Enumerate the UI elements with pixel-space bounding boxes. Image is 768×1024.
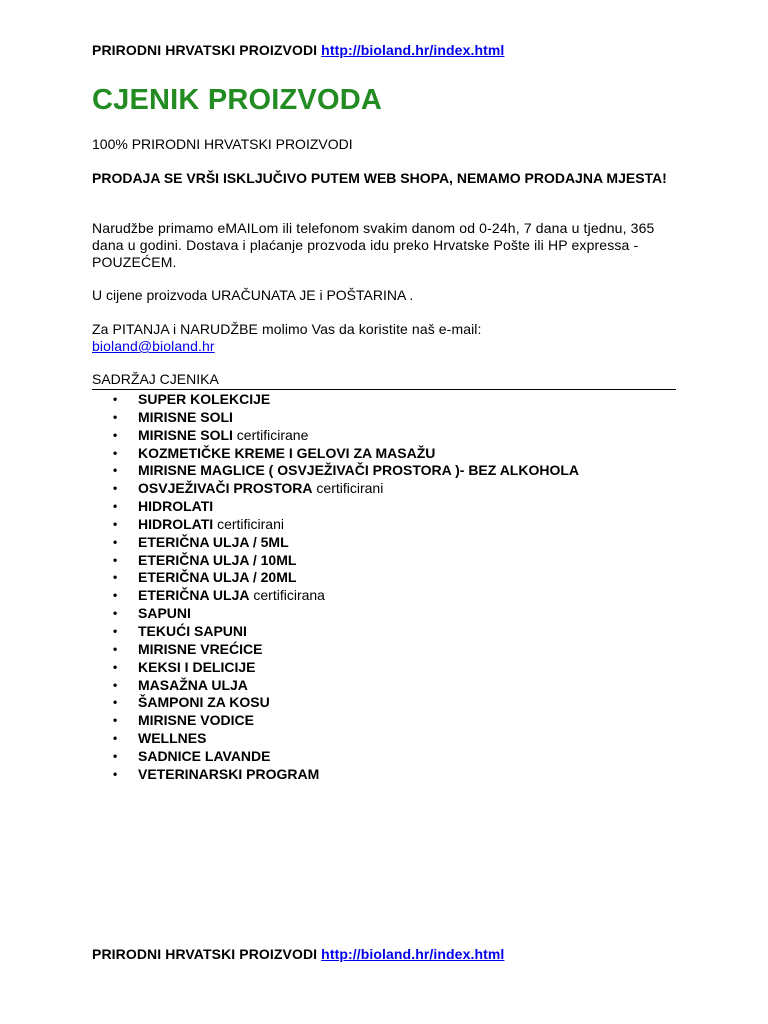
- list-item: [92, 480, 672, 498]
- page-footer: [92, 946, 504, 962]
- list-item-qualifier: certificirani: [312, 480, 384, 497]
- list-item-label: SUPER KOLEKCIJE: [138, 391, 271, 407]
- list-item-label: WELLNES: [138, 730, 207, 747]
- list-item: [92, 391, 672, 409]
- list-item: [92, 641, 672, 659]
- bullet-icon: •: [113, 534, 118, 549]
- bullet-icon: •: [113, 623, 118, 638]
- bullet-icon: •: [113, 445, 118, 460]
- list-item: [92, 462, 672, 480]
- header-link[interactable]: http://bioland.hr/index.html: [321, 42, 505, 58]
- footer-link[interactable]: http://bioland.hr/index.html: [321, 946, 505, 962]
- page-header: [92, 42, 504, 58]
- list-item-label: OSVJEŽIVAČI PROSTORA: [138, 480, 313, 497]
- list-item: [92, 534, 672, 552]
- shop-notice: PRODAJA SE VRŠI ISKLJUČIVO PUTEM WEB SHOPA, NEMAMO PRODAJNA MJESTA!: [92, 170, 667, 186]
- list-item-label: ETERIČNA ULJA: [138, 587, 250, 604]
- list-item-label: SAPUNI: [138, 605, 191, 622]
- bullet-icon: •: [113, 481, 118, 496]
- list-item-label: ETERIČNA ULJA / 20ML: [138, 569, 297, 586]
- bullet-icon: •: [113, 588, 118, 603]
- bullet-icon: •: [113, 713, 118, 728]
- list-item: [92, 427, 672, 445]
- bullet-icon: •: [113, 677, 118, 692]
- bullet-icon: •: [113, 552, 118, 567]
- list-item-label: SADNICE LAVANDE: [138, 747, 271, 764]
- page-title: CJENIK PROIZVODA: [92, 84, 383, 116]
- list-item: [92, 623, 672, 641]
- list-item-label: HIDROLATI: [138, 515, 214, 532]
- list-item: [92, 712, 672, 730]
- list-item-label: MIRISNE MAGLICE ( OSVJEŽIVAČI PROSTORA )- BEZ ALKOHOLA: [138, 462, 580, 479]
- bullet-icon: •: [113, 409, 118, 424]
- bullet-icon: •: [113, 499, 118, 514]
- header-brand: PRIRODNI HRVATSKI PROIZVODI: [92, 42, 318, 58]
- list-item-label: MIRISNE VODICE: [138, 712, 254, 729]
- toc-list: [92, 391, 672, 784]
- list-item-label: KEKSI I DELICIJE: [138, 658, 256, 675]
- list-item: [92, 409, 672, 427]
- list-item-label: ŠAMPONI ZA KOSU: [138, 694, 270, 711]
- list-item: [92, 748, 672, 766]
- list-item: [92, 766, 672, 784]
- contact-notice: [92, 321, 672, 355]
- bullet-icon: •: [113, 516, 118, 531]
- list-item: [92, 516, 672, 534]
- footer-brand: PRIRODNI HRVATSKI PROIZVODI: [92, 946, 318, 962]
- list-item: [92, 569, 672, 587]
- price-notice-prefix: U cijene proizvoda: [92, 287, 212, 303]
- list-item: [92, 694, 672, 712]
- list-item-label: MIRISNE SOLI: [138, 426, 233, 443]
- contact-email-link[interactable]: bioland@bioland.hr: [92, 338, 215, 354]
- list-item: [92, 730, 672, 748]
- list-item-label: MIRISNE SOLI: [138, 408, 233, 425]
- contact-text: Za PITANJA i NARUDŽBE molimo Vas da koristite naš e-mail:: [92, 321, 482, 337]
- bullet-icon: •: [113, 392, 118, 406]
- list-item: [92, 605, 672, 623]
- list-item-label: KOZMETIČKE KREME I GELOVI ZA MASAŽU: [138, 444, 436, 461]
- list-item: [92, 498, 672, 516]
- price-notice: [92, 287, 672, 304]
- list-item-label: VETERINARSKI PROGRAM: [138, 765, 320, 782]
- list-item: [92, 552, 672, 570]
- list-item: [92, 445, 672, 463]
- orders-notice: Narudžbe primamo eMAILom ili telefonom svakim danom od 0-24h, 7 dana u tjednu, 365 dana u godini. Dostava i plaćanje prozvoda idu preko Hrvatske Pošte ili HP expressa - POUZEĆEM.: [92, 220, 655, 270]
- list-item: [92, 659, 672, 677]
- bullet-icon: •: [113, 427, 118, 442]
- toc-heading: SADRŽAJ CJENIKA: [92, 371, 676, 390]
- price-notice-emphasis: URAČUNATA JE i POŠTARINA .: [211, 287, 414, 303]
- bullet-icon: •: [113, 731, 118, 746]
- bullet-icon: •: [113, 570, 118, 585]
- list-item-qualifier: certificirane: [232, 426, 309, 443]
- list-item-qualifier: certificirana: [249, 587, 325, 604]
- bullet-icon: •: [113, 748, 118, 763]
- list-item-label: HIDROLATI: [138, 498, 214, 515]
- list-item-label: MIRISNE VREĆICE: [138, 640, 263, 657]
- bullet-icon: •: [113, 766, 118, 781]
- list-item-label: ETERIČNA ULJA / 5ML: [138, 533, 289, 550]
- bullet-icon: •: [113, 463, 118, 478]
- list-item: [92, 587, 672, 605]
- list-item-label: MASAŽNA ULJA: [138, 676, 248, 693]
- list-item-qualifier: certificirani: [213, 515, 284, 532]
- subtitle: 100% PRIRODNI HRVATSKI PROIZVODI: [92, 136, 353, 152]
- bullet-icon: •: [113, 695, 118, 710]
- bullet-icon: •: [113, 641, 118, 656]
- list-item-label: ETERIČNA ULJA / 10ML: [138, 551, 297, 568]
- bullet-icon: •: [113, 659, 118, 674]
- list-item-label: TEKUĆI SAPUNI: [138, 622, 247, 639]
- list-item: [92, 677, 672, 695]
- bullet-icon: •: [113, 606, 118, 621]
